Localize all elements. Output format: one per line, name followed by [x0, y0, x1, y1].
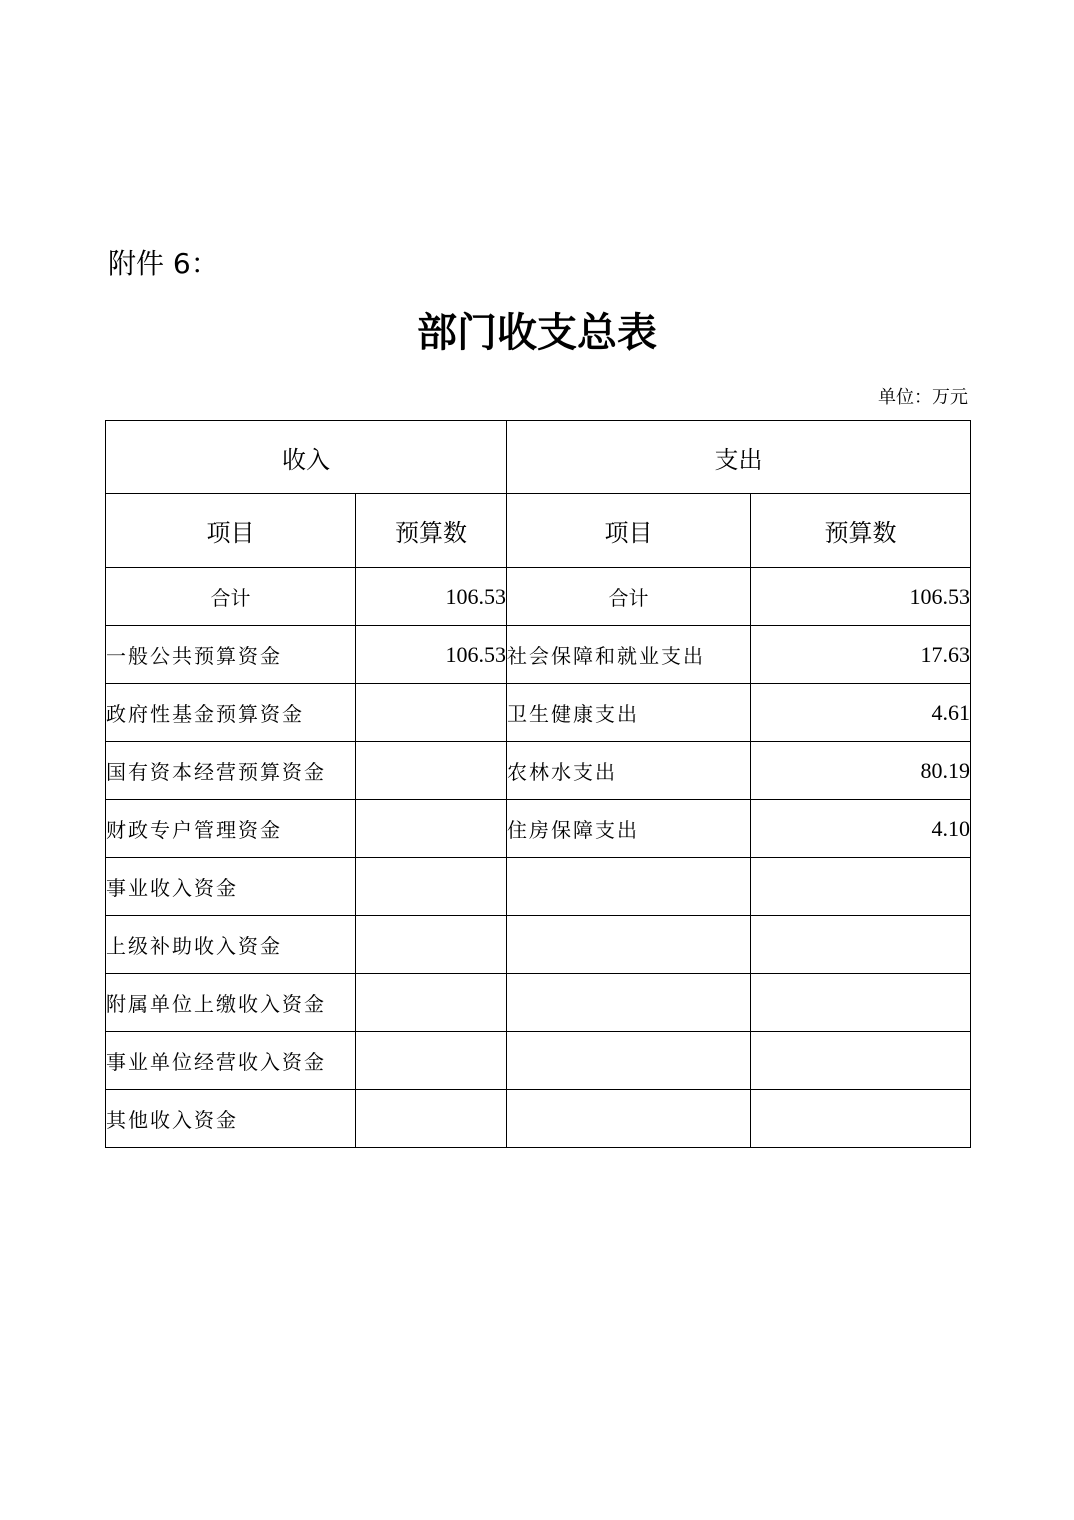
attachment-label: 附件 6：	[108, 247, 219, 280]
column-header-row	[106, 494, 971, 568]
income-amount-header: 预算数	[356, 494, 507, 568]
table-row	[106, 1032, 971, 1090]
group-header-row	[106, 421, 971, 494]
expense-item-cell	[507, 916, 751, 974]
expense-item-cell	[507, 1090, 751, 1148]
expense-amount-header: 预算数	[751, 494, 971, 568]
expense-item-cell: 农林水支出	[507, 742, 751, 800]
income-amount-cell	[356, 974, 507, 1032]
expense-total-label: 合计	[507, 568, 751, 626]
expense-amount-cell: 17.63	[751, 626, 971, 684]
income-amount-cell	[356, 1032, 507, 1090]
unit-label: 单位：万元	[878, 387, 968, 408]
expense-amount-cell	[751, 1032, 971, 1090]
table-row	[106, 916, 971, 974]
table-row	[106, 1090, 971, 1148]
income-amount-cell	[356, 858, 507, 916]
expense-item-header: 项目	[507, 494, 751, 568]
income-amount-cell	[356, 916, 507, 974]
income-item-cell: 事业单位经营收入资金	[106, 1032, 356, 1090]
income-total-amount: 106.53	[356, 568, 507, 626]
income-amount-cell	[356, 742, 507, 800]
table-row	[106, 858, 971, 916]
expense-item-cell	[507, 1032, 751, 1090]
table-row	[106, 626, 971, 684]
income-amount-cell	[356, 684, 507, 742]
expense-amount-cell	[751, 974, 971, 1032]
expense-amount-cell	[751, 916, 971, 974]
expense-total-amount: 106.53	[751, 568, 971, 626]
expense-item-cell: 社会保障和就业支出	[507, 626, 751, 684]
income-item-cell: 其他收入资金	[106, 1090, 356, 1148]
table-row	[106, 800, 971, 858]
income-item-cell: 财政专户管理资金	[106, 800, 356, 858]
income-item-header: 项目	[106, 494, 356, 568]
income-item-cell: 事业收入资金	[106, 858, 356, 916]
table-row	[106, 684, 971, 742]
expense-amount-cell: 4.61	[751, 684, 971, 742]
income-item-cell: 附属单位上缴收入资金	[106, 974, 356, 1032]
table-row	[106, 974, 971, 1032]
expense-amount-cell	[751, 858, 971, 916]
expense-group-header: 支出	[507, 421, 971, 494]
expense-item-cell	[507, 974, 751, 1032]
income-amount-cell: 106.53	[356, 626, 507, 684]
expense-item-cell: 卫生健康支出	[507, 684, 751, 742]
income-total-label: 合计	[106, 568, 356, 626]
expense-item-cell	[507, 858, 751, 916]
expense-amount-cell	[751, 1090, 971, 1148]
expense-amount-cell: 4.10	[751, 800, 971, 858]
income-group-header: 收入	[106, 421, 507, 494]
page-title: 部门收支总表	[417, 309, 657, 356]
income-amount-cell	[356, 1090, 507, 1148]
income-item-cell: 一般公共预算资金	[106, 626, 356, 684]
total-row	[106, 568, 971, 626]
income-item-cell: 国有资本经营预算资金	[106, 742, 356, 800]
expense-amount-cell: 80.19	[751, 742, 971, 800]
budget-summary-table	[105, 420, 971, 1148]
income-amount-cell	[356, 800, 507, 858]
table-row	[106, 742, 971, 800]
income-item-cell: 上级补助收入资金	[106, 916, 356, 974]
expense-item-cell: 住房保障支出	[507, 800, 751, 858]
income-item-cell: 政府性基金预算资金	[106, 684, 356, 742]
